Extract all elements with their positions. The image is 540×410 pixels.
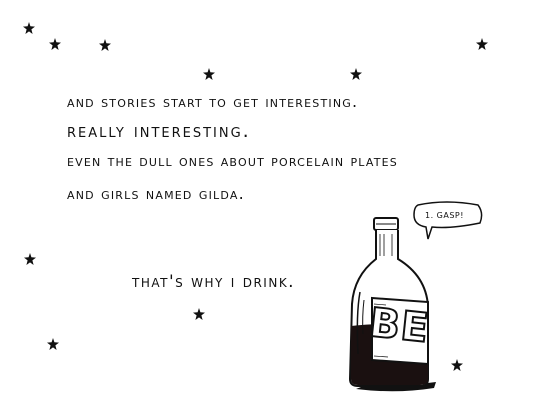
star-icon: [350, 68, 362, 80]
star-icon: [451, 359, 463, 371]
star-icon: [99, 39, 111, 51]
narration-line-2: really interesting.: [67, 120, 251, 142]
star-icon: [24, 253, 36, 265]
star-icon: [193, 308, 205, 320]
narration-line-3: even the dull ones about porcelain plates: [67, 152, 398, 170]
speech-bubble-text: 1. GASP!: [425, 211, 464, 220]
star-icon: [203, 68, 215, 80]
narration-line-4: and girls named gilda.: [67, 184, 245, 203]
star-icon: [23, 22, 35, 34]
speech-bubble: [410, 201, 484, 241]
star-icon: [476, 38, 488, 50]
star-icon: [47, 338, 59, 350]
bottle-label: BE: [367, 300, 432, 353]
narration-line-5: that's why i drink.: [132, 272, 296, 292]
narration-line-1: and stories start to get interesting.: [67, 92, 359, 111]
star-icon: [49, 38, 61, 50]
